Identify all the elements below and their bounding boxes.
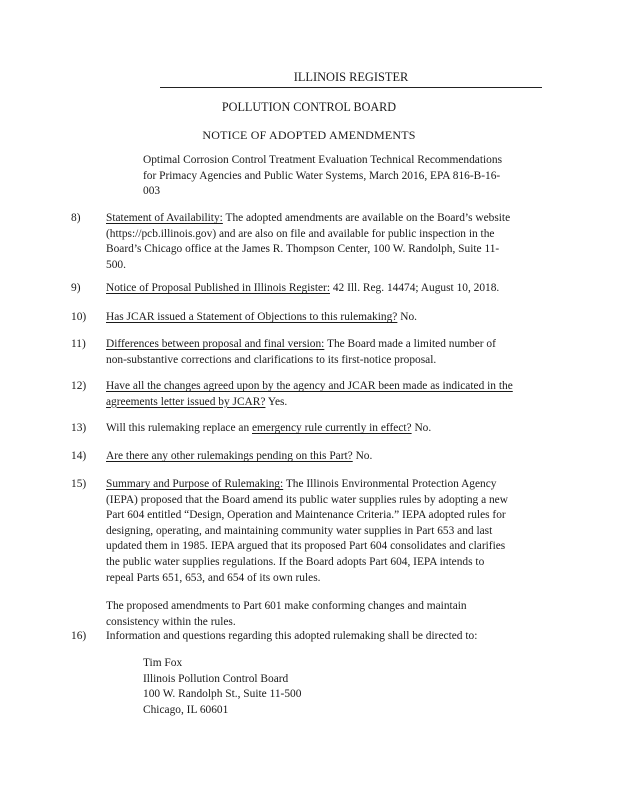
item-heading: Statement of Availability: xyxy=(106,212,223,224)
item-body xyxy=(106,449,542,465)
item-heading: agreements letter issued by JCAR? xyxy=(106,395,266,408)
item-number: 8) xyxy=(71,212,81,224)
item-text: The Board made a limited number of xyxy=(324,338,496,350)
item-answer: No. xyxy=(411,422,432,434)
item-text: (https://pcb.illinois.gov) and are also on file and available for public inspection in the xyxy=(106,227,495,240)
item-text: designing, operating, and maintaining community water supplies in Part 653 and last xyxy=(106,524,493,537)
item-number: 9) xyxy=(71,282,81,294)
board-title: POLLUTION CONTROL BOARD xyxy=(221,100,397,114)
item-number: 13) xyxy=(71,422,87,434)
reference-line: 003 xyxy=(143,185,161,198)
item-heading: Summary and Purpose of Rulemaking: xyxy=(106,478,284,490)
item-heading: Has JCAR issued a Statement of Objections to this rulemaking? xyxy=(106,311,398,323)
item-heading: Have all the changes agreed upon by the agency and JCAR been made as indicated in the xyxy=(106,380,513,392)
item-number: 12) xyxy=(71,380,87,392)
item-text: Will this rulemaking replace an xyxy=(106,422,252,434)
item-text: the public water supplies regulations. If the Board adopts Part 604, IEPA intends to xyxy=(106,555,485,568)
item-heading: Are there any other rulemakings pending on this Part? xyxy=(106,450,353,462)
item-text: Part 604 entitled “Design, Operation and Maintenance Criteria.” IEPA adopted rules for xyxy=(106,509,506,522)
contact-street: 100 W. Randolph St., Suite 11-500 xyxy=(143,688,302,701)
reference-line: for Primacy Agencies and Public Water Systems, March 2016, EPA 816-B-16- xyxy=(143,169,501,182)
notice-title: NOTICE OF ADOPTED AMENDMENTS xyxy=(202,128,416,142)
item-text: repeal Parts 651, 653, and 654 of its own rules. xyxy=(106,571,321,584)
item-number: 14) xyxy=(71,450,87,462)
item-body xyxy=(106,629,542,645)
item-text: consistency within the rules. xyxy=(106,615,236,628)
item-body xyxy=(106,211,542,273)
item-body xyxy=(106,337,542,368)
item-text: 500. xyxy=(106,258,126,271)
item-heading: emergency rule currently in effect? xyxy=(252,422,412,434)
item-body xyxy=(106,379,542,410)
item-text: The adopted amendments are available on the Board’s website xyxy=(222,212,511,224)
contact-city: Chicago, IL 60601 xyxy=(143,703,229,716)
item-text: No. xyxy=(397,311,417,323)
contact-address xyxy=(143,656,443,718)
contact-organization: Illinois Pollution Control Board xyxy=(143,672,289,685)
item-number: 10) xyxy=(71,311,87,323)
item-text: (IEPA) proposed that the Board amend its public water supplies rules by adopting a new xyxy=(106,493,508,506)
item-text: Information and questions regarding this adopted rulemaking shall be directed to: xyxy=(106,630,478,642)
item-text: non-substantive corrections and clarifications to its first-notice proposal. xyxy=(106,353,437,366)
register-title: ILLINOIS REGISTER xyxy=(160,70,542,88)
item-body xyxy=(106,310,542,326)
contact-name: Tim Fox xyxy=(143,657,183,669)
item-number: 11) xyxy=(71,338,86,350)
item-answer: No. xyxy=(352,450,373,462)
item-text: Board’s Chicago office at the James R. Thompson Center, 100 W. Randolph, Suite 11- xyxy=(106,243,500,256)
item-body xyxy=(106,281,542,297)
reference-citation xyxy=(143,153,543,200)
item-text: updated them in 1985. IEPA argued that its proposed Part 604 consolidates and clarifies xyxy=(106,540,506,553)
reference-line: Optimal Corrosion Control Treatment Evaluation Technical Recommendations xyxy=(143,154,503,166)
item-heading: Notice of Proposal Published in Illinois Register: xyxy=(106,282,330,294)
item-answer: Yes. xyxy=(265,395,288,408)
item-text: The proposed amendments to Part 601 make conforming changes and maintain xyxy=(106,600,467,613)
item-body xyxy=(106,477,542,630)
item-body xyxy=(106,421,542,437)
item-text: The Illinois Environmental Protection Agency xyxy=(283,478,497,490)
item-heading: Differences between proposal and final version: xyxy=(106,338,325,350)
item-number: 16) xyxy=(71,630,87,642)
item-number: 15) xyxy=(71,478,87,490)
item-text: 42 Ill. Reg. 14474; August 10, 2018. xyxy=(330,282,500,294)
